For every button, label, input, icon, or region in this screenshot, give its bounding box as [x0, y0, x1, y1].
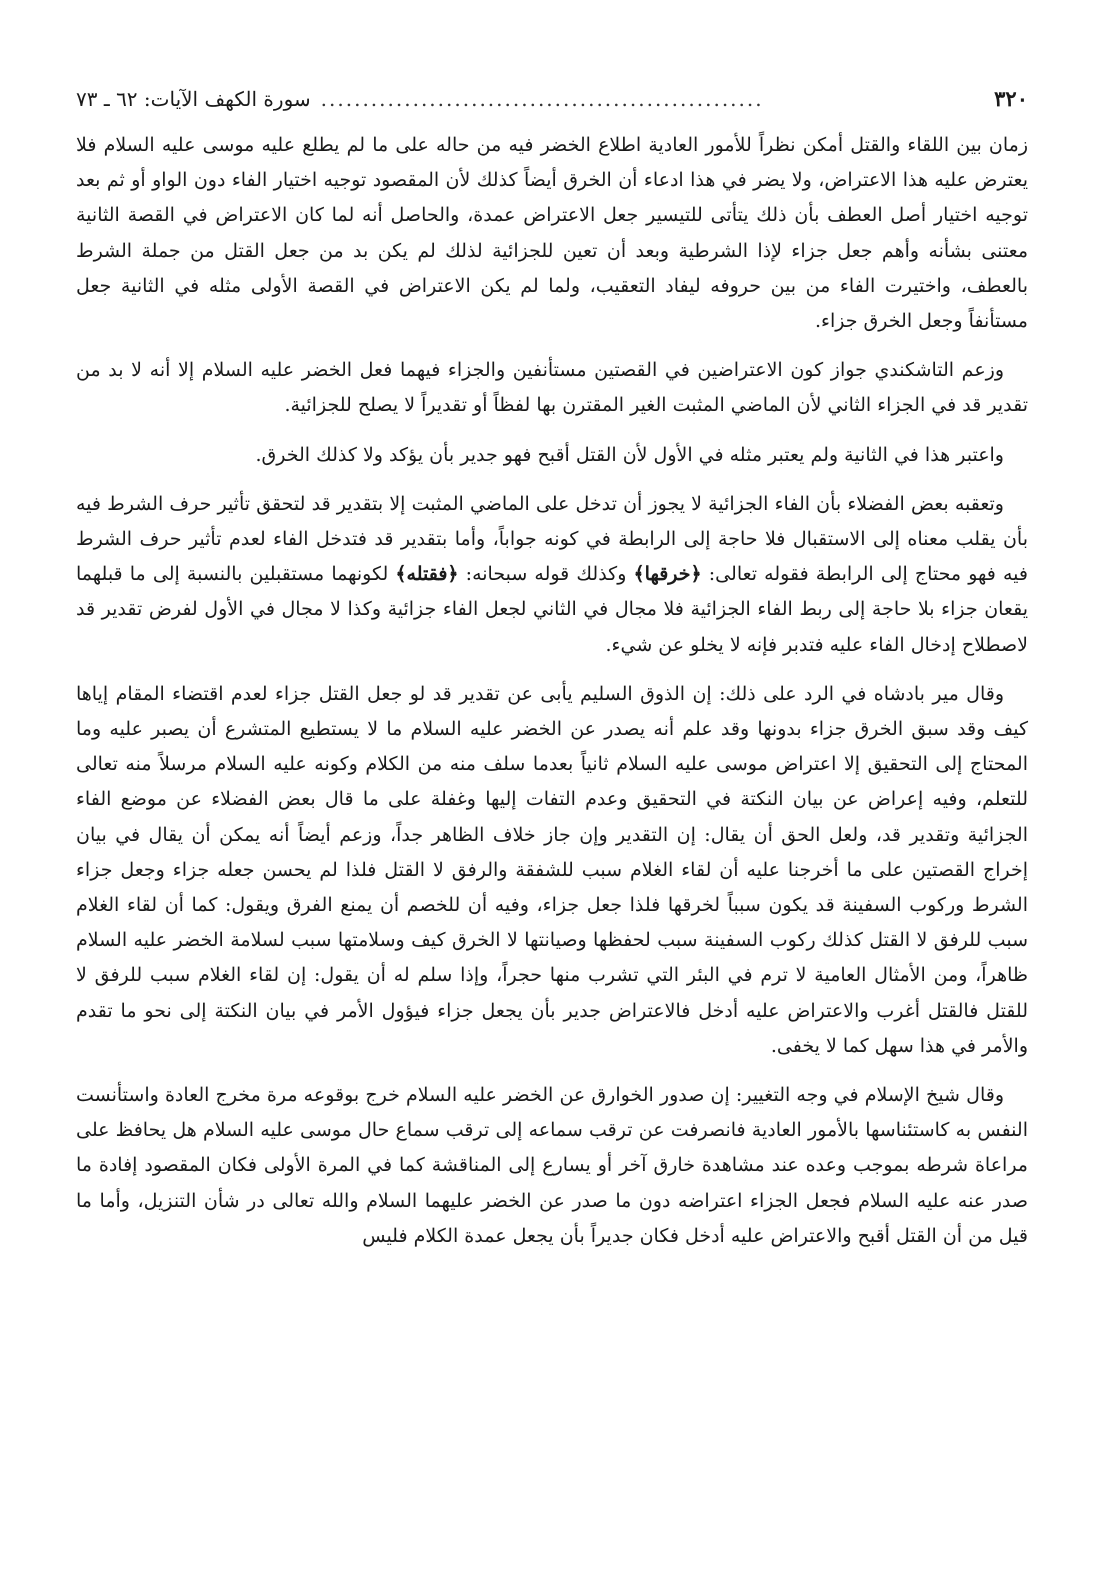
body-text	[76, 128, 1028, 1254]
paragraph-2: وزعم التاشكندي جواز كون الاعتراضين في القصتين مستأنفين والجزاء فيهما فعل الخضر عليه السلام إلا أنه لا بد من تقدير قد في الجزاء الثاني لأن الماضي المثبت الغير المقترن بها لفظاً أو تقديراً لا يصلح للجزائية.	[76, 359, 1028, 417]
paragraph-6: وقال شيخ الإسلام في وجه التغيير: إن صدور الخوارق عن الخضر عليه السلام خرج بوقوعه مرة مخرج العادة واستأنست النفس به كاستئناسها بالأمور العادية فانصرفت عن ترقب سماعه إلى ترقب سماع حال موسى عليه السلام هل يحافظ على مراعاة شرطه بموجب وعده عند مشاهدة خارق آخر أو يسارع إلى المناقشة كما في المرة الأولى فكان المقصود إفادة ما صدر عنه عليه السلام فجعل الجزاء اعتراضه دون ما صدر عن الخضر عليهما السلام والله تعالى در شأن التنزيل، وأما ما قيل من أن القتل أقبح والاعتراض عليه أدخل فكان جديراً بأن يجعل عمدة الكلام فليس	[76, 1084, 1028, 1247]
paragraph-3: واعتبر هذا في الثانية ولم يعتبر مثله في الأول لأن القتل أقبح فهو جدير بأن يؤكد ولا كذلك الخرق.	[255, 443, 1004, 466]
running-head	[76, 84, 1028, 114]
paragraph-4-text-c: لكونهما مستقبلين بالنسبة إلى ما قبلهما يقعان جزاء بلا حاجة إلى ربط الفاء الجزائية فلا مجال في الثاني لجعل الفاء جزائية وكذا لا مجال في الأول لفرض تقدير قد لاصطلاح إدخال الفاء عليه فتدبر فإنه لا يخلو عن شيء.	[76, 563, 1028, 656]
page-number: ٣٢٠	[994, 86, 1028, 111]
paragraph-1: زمان بين اللقاء والقتل أمكن نظراً للأمور العادية اطلاع الخضر فيه من حاله على ما لم يطلع عليه موسى عليه السلام فلا يعترض عليه هذا الاعتراض، ولا يضر في هذا ادعاء أن الخرق أيضاً كذلك لأن المقصود توجيه اختيار الفاء دون الواو أو ثم بعد توجيه اختيار أصل العطف بأن ذلك يتأتى للتيسير جعل الاعتراض عمدة، والحاصل أنه لما كان الاعتراض في القصة الثانية معتنى بشأنه وأهم جعل جزاء لإذا الشرطية وبعد أن تعين للجزائية لذلك لم يكن بد من جعل القتل من جملة الشرط بالعطف، واختيرت الفاء من بين حروفه ليفاد التعقيب، ولما لم يكن الاعتراض في القصة الأولى مثله في الثانية جعل مستأنفاً وجعل الخرق جزاء.	[76, 134, 1028, 333]
dotted-leader: .....................................................	[320, 87, 764, 111]
paragraph-4-text-a: وتعقبه بعض الفضلاء بأن الفاء الجزائية لا يجوز أن تدخل على الماضي المثبت إلا بتقدير قد لتحقق تأثير حرف الشرط فيه بأن يقلب معناه إلى الاستقبال فلا حاجة إلى الرابطة في كونه جواباً، وأما بتقدير قد فتدخل الفاء لعدم تأثير حرف الشرط فيه فهو محتاج إلى الرابطة فقوله تعالى:	[76, 492, 1029, 586]
quran-quote-1: ﴿خرقها﴾	[633, 563, 702, 586]
quran-quote-2: ﴿فقتله﴾	[395, 563, 459, 586]
paragraph-4-text-b: وكذلك قوله سبحانه:	[458, 563, 634, 586]
paragraph-4	[76, 487, 1028, 663]
surah-title: سورة الكهف الآيات: ٦٢ ـ ٧٣	[76, 87, 311, 111]
paragraph-5: وقال مير بادشاه في الرد على ذلك: إن الذوق السليم يأبى عن تقدير قد لو جعل القتل جزاء لعدم اقتضاء المقام إياها كيف وقد سبق الخرق جزاء بدونها وقد علم أنه يصدر عن الخضر عليه السلام ما لا يستطيع المتشرع أن يصبر عليه وما المحتاج إلى التحقيق إلا اعتراض موسى عليه السلام ثانياً بعدما سلف منه من الكلام وكونه عليه السلام مرسلاً منه تعالى للتعلم، وفيه إعراض عن بيان النكتة في التحقيق وعدم التفات إليها وغفلة على ما قال بعض الفضلاء عن موضع الفاء الجزائية وتقدير قد، ولعل الحق أن يقال: إن التقدير وإن جاز خلاف الظاهر جداً، وزعم أيضاً أنه يمكن أن يقال في بيان إخراج القصتين على ما أخرجنا عليه أن لقاء الغلام سبب للشفقة والرفق لا القتل فلذا لم يحسن جعله جزاء وجعل جزاء الشرط وركوب السفينة قد يكون سبباً لخرقها فلذا جعل جزاء، وفيه أن للخصم أن يمنع الفرق ويقول: كما أن لقاء الغلام سبب للرفق لا القتل كذلك ركوب السفينة سبب لحفظها وصيانتها لا الخرق كيف وسلامتها سبب لسلامة الخضر عليه السلام ظاهراً، ومن الأمثال العامية لا ترم في البئر التي تشرب منها حجراً، وإذا سلم له أن يقول: إن لقاء الغلام سبب للرفق لا للقتل فالقتل أغرب والاعتراض عليه أدخل فالاعتراض جدير بأن يجعل جزاء فيؤول الأمر في بيان النكتة إلى نحو ما تقدم والأمر في هذا سهل كما لا يخفى.	[76, 682, 1028, 1057]
